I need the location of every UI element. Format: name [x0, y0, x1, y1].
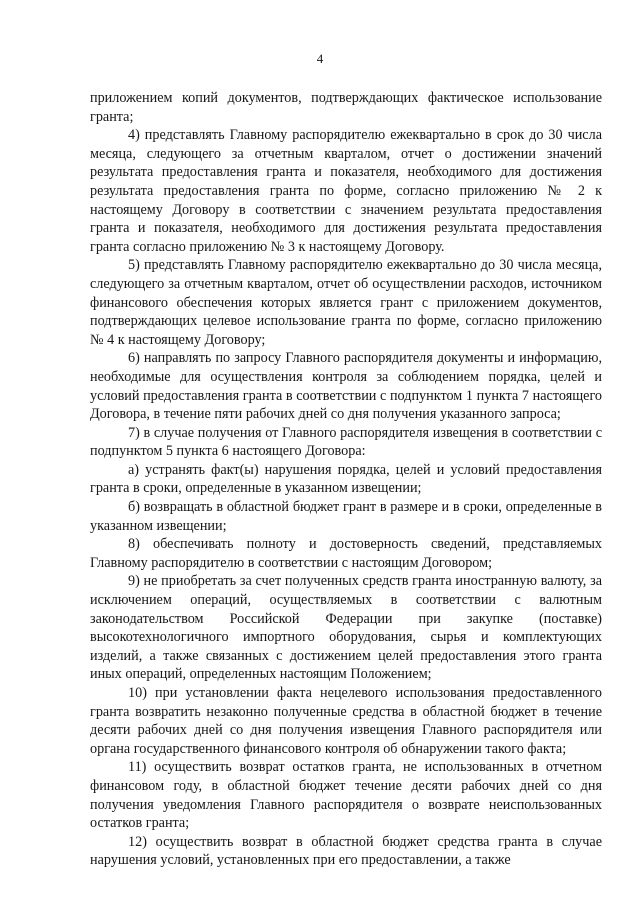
page-number: 4 — [316, 51, 324, 66]
paragraph-continuation: приложением копий документов, подтверждающих фактическое использование гранта; — [90, 90, 602, 125]
paragraph-item-8: 8) обеспечивать полноту и достоверность сведений, представляемых Главному распорядителю в соответствии с настоящим Договором; — [90, 536, 602, 571]
paragraph-item-12: 12) осуществить возврат в областной бюджет средства гранта в случае нарушения условий, установленных при его предоставлении, а также — [90, 833, 602, 869]
paragraph-item-7: 7) в случае получения от Главного распорядителя извещения в соответствии с подпунктом 5 пункта 6 настоящего Договора: — [90, 424, 602, 460]
document-body — [90, 89, 602, 870]
paragraph-item-11: 11) осуществить возврат остатков гранта, не использованных в отчетном финансовом году, в областной бюджет течение десяти рабочих дней со дня получения уведомления Главного распорядителя о возврате неиспользованных остатков гранта; — [90, 759, 602, 832]
paragraph-item-7a: а) устранять факт(ы) нарушения порядка, целей и условий предоставления гранта в сроки, определенные в указанном извещении; — [90, 461, 602, 497]
paragraph-item-9: 9) не приобретать за счет полученных средств гранта иностранную валюту, за исключением операций, осуществляемых в соответствии с валютным законодательством Российской Федерации при закупке (поставке) высокотехнологичного импортного оборудования, сырья и комплектующих изделий, а также связанных с достижением целей предоставления этого гранта иных операций, определенных настоящим Положением; — [90, 573, 602, 683]
paragraph-item-4: 4) представлять Главному распорядителю ежеквартально в срок до 30 числа месяца, следующего за отчетным кварталом, отчет о достижении значений результата предоставления гранта и показателя, необходимого для достижения результата предоставления гранта по форме, согласно приложению № 2 к настоящему Договору в соответствии с значением результата предоставления гранта и показателя, необходимого для достижения результата предоставления гранта согласно приложению № 3 к настоящему Договору. — [90, 127, 602, 255]
paragraph-item-7b: б) возвращать в областной бюджет грант в размере и в сроки, определенные в указанном извещении; — [90, 499, 602, 534]
paragraph-item-5: 5) представлять Главному распорядителю ежеквартально до 30 числа месяца, следующего за отчетным кварталом, отчет об осуществлении расходов, источником финансового обеспечения которых является грант с приложением документов, подтверждающих целевое использование гранта по форме, согласно приложению № 4 к настоящему Договору; — [90, 257, 602, 348]
paragraph-item-10: 10) при установлении факта нецелевого использования предоставленного гранта возвратить незаконно полученные средства в областной бюджет в течение десяти рабочих дней со дня получения извещения Главного распорядителя или органа государственного финансового контроля об обнаружении такого факта; — [90, 685, 602, 757]
paragraph-item-6: 6) направлять по запросу Главного распорядителя документы и информацию, необходимые для осуществления контроля за соблюдением порядка, целей и условий предоставления гранта в соответствии с подпунктом 1 пункта 7 настоящего Договора, в течение пяти рабочих дней со дня получения указанного запроса; — [90, 350, 602, 423]
